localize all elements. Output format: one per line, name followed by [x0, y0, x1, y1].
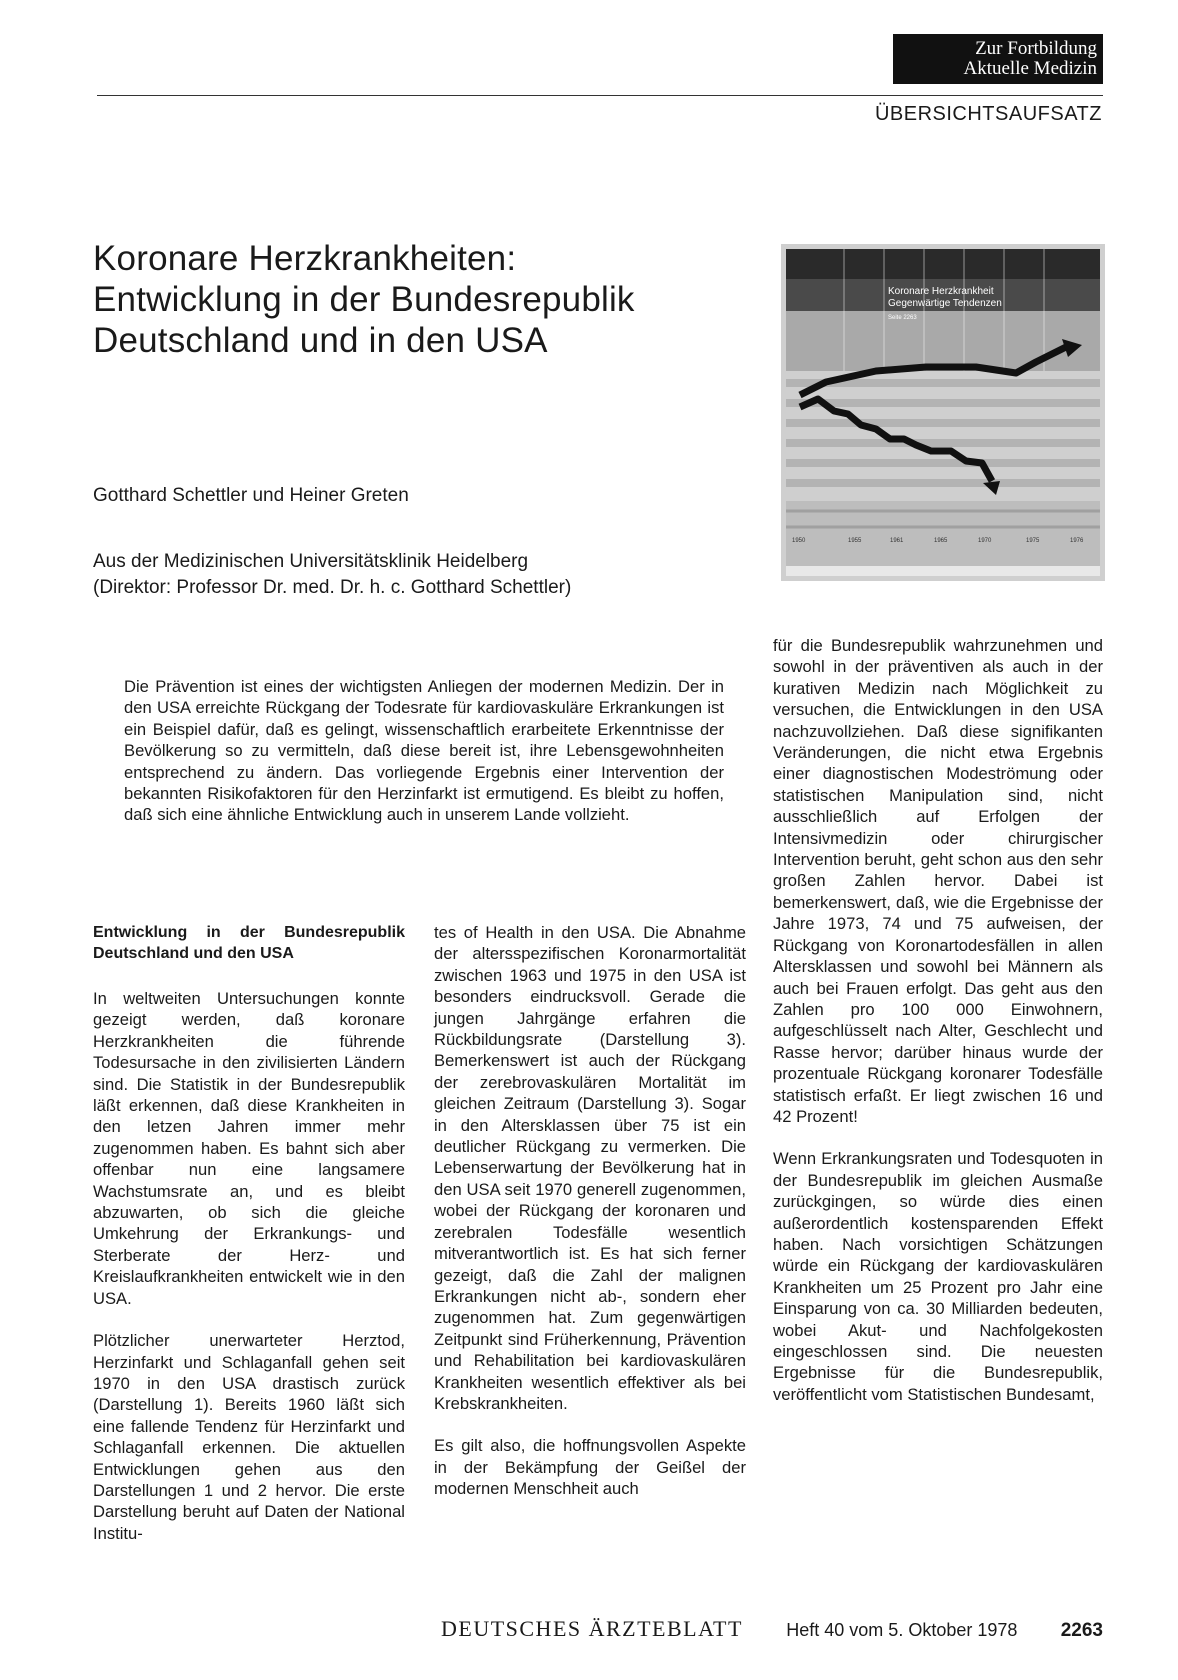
body-column-1	[93, 922, 405, 1565]
cover-year-4: 1965	[934, 538, 948, 544]
section-badge	[893, 34, 1103, 84]
paragraph: In weltweiten Untersuchungen konnte gezeigt werden, daß koronare Herzkrankheiten die führende Todesursache in den zivilisierten Ländern sind. Die Statistik in der Bundesrepublik läßt erkennen, daß diese Krankheiten in den letzen Jahren immer mehr zugenommen haben. Es bahnt sich aber offenbar nun eine langsamere Wachstumsrate an, und es bleibt abzuwarten, ob sich die gleiche Umkehrung der Erkrankungs- und Sterberate der Herz- und Kreislaufkrankheiten entwickelt wie in den USA.	[93, 989, 405, 1308]
cover-year-2: 1955	[848, 538, 862, 544]
cover-title-1: Koronare Herzkrankheit	[888, 286, 994, 297]
cover-year-6: 1975	[1026, 538, 1040, 544]
page-footer	[441, 1616, 1103, 1642]
cover-year-3: 1961	[890, 538, 904, 544]
body-column-2	[434, 922, 746, 1521]
paragraph: tes of Health in den USA. Die Abnahme der altersspezifischen Koronarmortalität zwischen 1963 und 1975 in den USA ist besonders eindrucksvoll. Gerade die jungen Jahrgänge erfahren die Rückbildungsrate (Darstellung 3). Bemerkenswert ist auch der Rückgang der zerebrovaskulären Mortalität im gleichen Zeitraum (Darstellung 3). Sogar in den Altersklassen über 75 ist ein deutlicher Rückgang zu vermerken. Die Lebenserwartung der Bevölkerung hat in den USA seit 1970 generell zugenommen, wobei der Rückgang der koronaren und zerebralen Todesfälle wesentlich mitverantwortlich ist. Es hat sich ferner gezeigt, daß die Zahl der malignen Erkrankungen nicht ab-, sondern eher zugenommen hat. Zum gegenwärtigen Zeitpunkt sind Früherkennung, Prävention und Rehabilitation bei kardiovaskulären Krankheiten wesentlich effektiver als bei Krebskrankheiten.	[434, 923, 746, 1413]
page-number: 2263	[1060, 1620, 1103, 1641]
journal-name: DEUTSCHES ÄRZTEBLATT	[441, 1616, 743, 1641]
paragraph: für die Bundesrepublik wahrzunehmen und sowohl in der präventiven als auch in der kurativen Medizin nach Möglichkeit zu versuchen, die Entwicklungen in den USA nachzuvollziehen. Daß diese signifikanten Veränderungen, die nicht etwa Ergebnis einer diagnostischen Modeströmung oder statistischen Manipulation sind, nicht ausschließlich auf Erfolgen der Intensivmedizin oder chirurgischer Intervention beruht, geht schon aus den sehr großen Zahlen hervor. Dabei ist bemerkenswert, daß, wie die Ergebnisse der Jahre 1973, 74 und 75 aufweisen, der Rückgang von Koronartodesfällen in allen Altersklassen und sowohl bei Männern als auch bei Frauen erfolgt. Das geht aus den Zahlen pro 100 000 Einwohnern, aufgeschlüsselt nach Alter, Geschlecht und Rasse hervor; darüber hinaus wurde der prozentuale Rückgang koronarer Todesfälle statistisch erfaßt. Er liegt zwischen 16 und 42 Prozent!	[773, 636, 1103, 1126]
header-rule	[97, 95, 1103, 96]
cover-page-ref: Seite 2263	[888, 315, 917, 321]
section-label: ÜBERSICHTSAUFSATZ	[874, 103, 1102, 125]
cover-title-2: Gegenwärtige Tendenzen	[888, 298, 1002, 309]
cover-image	[781, 244, 1105, 581]
body-column-3	[773, 635, 1103, 1426]
paragraph: Plötzlicher unerwarteter Herztod, Herzinfarkt und Schlaganfall gehen seit 1970 in den USA drastisch zurück (Darstellung 1). Bereits 1960 läßt sich eine fallende Tendenz für Herzinfarkt und Schlaganfall erkennen. Die aktuellen Entwicklungen gehen aus den Darstellungen 1 und 2 hervor. Die erste Darstellung beruht auf Daten der National Institu-	[93, 1331, 405, 1543]
affiliation-line-1: Aus der Medizinischen Universitätsklinik Heidelberg	[93, 551, 529, 572]
abstract: Die Prävention ist eines der wichtigsten Anliegen der modernen Medizin. Der in den USA erreichte Rückgang der Todesrate für kardiovaskuläre Erkrankungen ist ein Beispiel dafür, daß es gelingt, wissenschaftlich erarbeitete Erkenntnisse der Bevölkerung so zu vermitteln, daß diese bereit ist, ihre Lebensgewohnheiten entsprechend zu ändern. Das vorliegende Ergebnis einer Intervention der bekannten Risikofaktoren für den Herzinfarkt ist ermutigend. Es bleibt zu hoffen, daß sich eine ähnliche Entwicklung auch in unserem Lande vollzieht.	[124, 677, 724, 825]
issue-info: Heft 40 vom 5. Oktober 1978	[786, 1620, 1018, 1640]
article-title: Koronare Herzkrankheiten: Entwicklung in der Bundesrepublik Deutschland und in den USA	[93, 239, 635, 360]
cover-graphic	[786, 249, 1100, 576]
cover-year-7: 1976	[1070, 538, 1084, 544]
paragraph: Es gilt also, die hoffnungsvollen Aspekte in der Bekämpfung der Geißel der modernen Menschheit auch	[434, 1436, 746, 1499]
affiliation-line-2: (Direktor: Professor Dr. med. Dr. h. c. Gotthard Schettler)	[93, 577, 572, 598]
paragraph: Wenn Erkrankungsraten und Todesquoten in der Bundesrepublik im gleichen Ausmaße zurückgingen, so würde dies einen außerordentlich kostensparenden Effekt haben. Nach vorsichtigen Schätzungen würde ein Rückgang der kardiovaskulären Krankheiten um 25 Prozent pro Jahr eine Einsparung von ca. 30 Milliarden bedeuten, wobei Akut- und Nachfolgekosten eingeschlossen sind. Die neuesten Ergebnisse für die Bundesrepublik, veröffentlicht vom Statistischen Bundesamt,	[773, 1149, 1103, 1404]
article-authors: Gotthard Schettler und Heiner Greten	[93, 485, 409, 506]
badge-line-2: Aktuelle Medizin	[963, 58, 1097, 79]
section-heading: Entwicklung in der Bundesrepublik Deutschland und den USA	[93, 924, 405, 962]
article-affiliation	[93, 549, 571, 601]
badge-line-1: Zur Fortbildung	[975, 38, 1097, 59]
cover-year-5: 1970	[978, 538, 992, 544]
cover-year-1: 1950	[792, 538, 806, 544]
